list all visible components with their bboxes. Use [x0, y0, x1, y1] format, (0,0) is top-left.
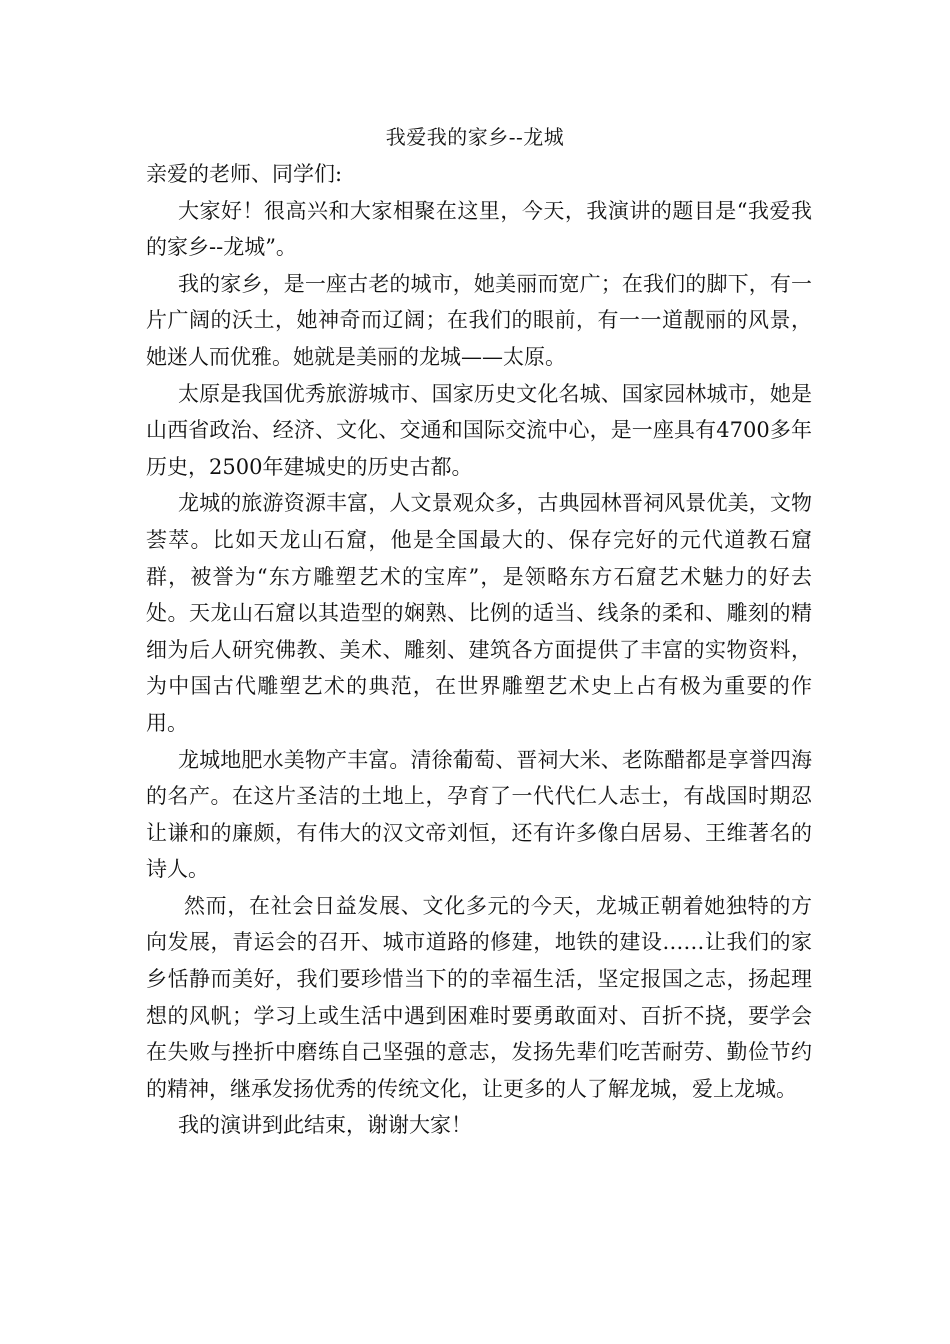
paragraph-taiyuan-overview: 太原是我国优秀旅游城市、国家历史文化名城、国家园林城市，她是山西省政治、经济、文化、交通和国际交流中心，是一座具有4700多年历史，2500年建城史的历史古都。: [146, 381, 812, 479]
paragraph-tourism-resources: 龙城的旅游资源丰富，人文景观众多，古典园林晋祠风景优美，文物荟萃。比如天龙山石窟，他是全国最大的、保存完好的元代道教石窟群，被誉为“东方雕塑艺术的宝库”，是领略东方石窟艺术魅力的好去处。天龙山石窟以其造型的娴熟、比例的适当、线条的柔和、雕刻的精细为后人研究佛教、美术、雕刻、建筑各方面提供了丰富的实物资料，为中国古代雕塑艺术的典范，在世界雕塑艺术史上占有极为重要的作用。: [146, 491, 812, 735]
salutation: 亲爱的老师、同学们:: [146, 162, 343, 186]
paragraph-products-people: 龙城地肥水美物产丰富。清徐葡萄、晋祠大米、老陈醋都是享誉四海的名产。在这片圣洁的土地上，孕育了一代代仁人志士，有战国时期忍让谦和的廉颇，有伟大的汉文帝刘恒，还有许多像白居易、王维著名的诗人。: [146, 747, 812, 882]
paragraph-greeting: 大家好！很高兴和大家相聚在这里，今天，我演讲的题目是“我爱我的家乡--龙城”。: [146, 198, 812, 260]
paragraph-development: 然而，在社会日益发展、文化多元的今天，龙城正朝着她独特的方向发展，青运会的召开、城市道路的修建，地铁的建设……让我们的家乡恬静而美好，我们要珍惜当下的的幸福生活，坚定报国之志，扬起理想的风帆；学习上或生活中遇到困难时要勇敢面对、百折不挠，要学会在失败与挫折中磨练自己坚强的意志，发扬先辈们吃苦耐劳、勤俭节约的精神，继承发扬优秀的传统文化，让更多的人了解龙城，爱上龙城。: [146, 893, 812, 1101]
paragraph-hometown-intro: 我的家乡，是一座古老的城市，她美丽而宽广；在我们的脚下，有一片广阔的沃土，她神奇而辽阔；在我们的眼前，有一一道靓丽的风景，她迷人而优雅。她就是美丽的龙城——太原。: [146, 271, 812, 369]
document-body: [146, 156, 812, 1144]
document-title: 我爱我的家乡--龙城: [385, 125, 565, 149]
paragraph-closing: 我的演讲到此结束，谢谢大家！: [178, 1113, 472, 1138]
